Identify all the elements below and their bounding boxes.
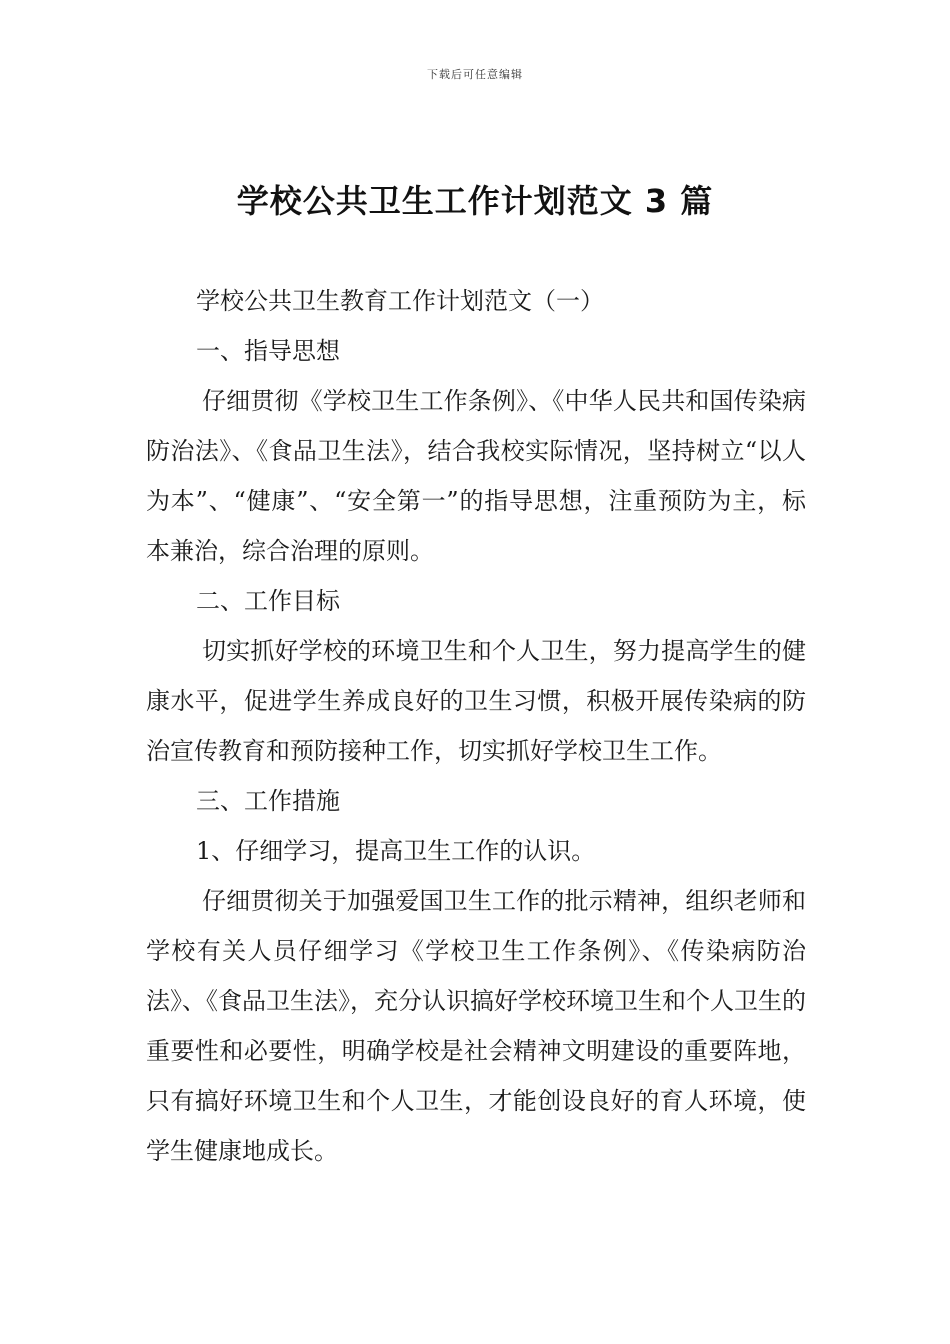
body-paragraph: 仔细贯彻关于加强爱国卫生工作的批示精神，组织老师和学校有关人员仔细学习《学校卫生工作条例》、《传染病防治法》、《食品卫生法》，充分认识搞好学校环境卫生和个人卫生的重要性和必要性，明确学校是社会精神文明建设的重要阵地，只有搞好环境卫生和个人卫生，才能创设良好的育人环境，使学生健康地成长。: [146, 887, 806, 1165]
section-heading: 二、工作目标: [196, 587, 340, 615]
section-heading: 一、指导思想: [196, 337, 340, 365]
body-paragraph: 切实抓好学校的环境卫生和个人卫生，努力提高学生的健康水平，促进学生养成良好的卫生习惯，积极开展传染病的防治宣传教育和预防接种工作，切实抓好学校卫生工作。: [146, 637, 806, 765]
sub-heading: 1、仔细学习，提高卫生工作的认识。: [196, 837, 596, 865]
document-title: 学校公共卫生工作计划范文 3 篇: [236, 182, 714, 220]
section-heading: 三、工作措施: [196, 787, 340, 815]
section-heading: 学校公共卫生教育工作计划范文（一）: [196, 287, 604, 315]
header-note: 下载后可任意编辑: [427, 68, 523, 81]
document-body: [146, 276, 806, 1176]
body-paragraph: 仔细贯彻《学校卫生工作条例》、《中华人民共和国传染病防治法》、《食品卫生法》，结合我校实际情况，坚持树立“以人为本”、“健康”、“安全第一”的指导思想，注重预防为主，标本兼治，综合治理的原则。: [146, 387, 806, 565]
